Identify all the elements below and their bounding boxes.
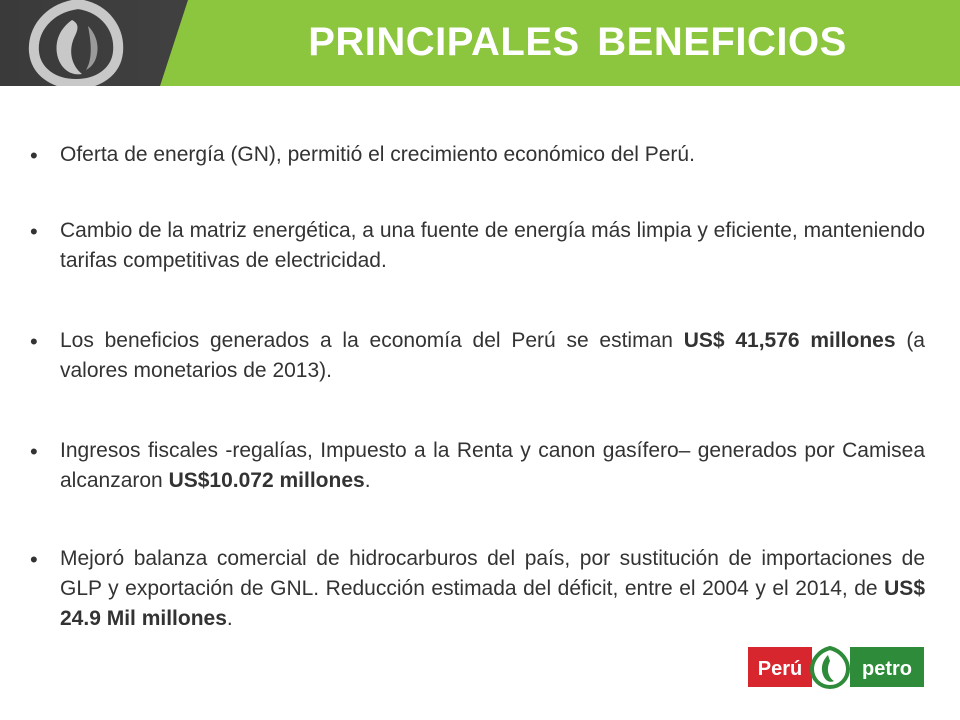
- bullet-text: [60, 140, 925, 170]
- bullet-text-bold: US$ 24.9 Mil millones: [60, 577, 925, 630]
- bullet-text-segment: .: [364, 469, 371, 492]
- bullet-text-bold: US$ 41,576 millones: [683, 329, 896, 352]
- bullet-glyph: •: [30, 329, 38, 354]
- bullet-glyph: •: [30, 143, 38, 168]
- bullet-text-segment: Los beneficios generados a la economía del Perú se estiman: [60, 329, 684, 352]
- bullet-text: [60, 436, 925, 496]
- drop-logo-icon: [18, 0, 138, 91]
- logo-left-word: Perú: [757, 658, 803, 680]
- bullet-glyph: •: [30, 219, 38, 244]
- bullet-glyph: •: [30, 547, 38, 572]
- bullet-text: [60, 216, 925, 276]
- bullet-text-segment: Ingresos fiscales -regalías, Impuesto a la Renta y canon gasífero– generados por Camisea alcanzaron: [60, 439, 925, 492]
- bullet-text: [60, 326, 925, 386]
- bullet-text-segment: Cambio de la matriz energética, a una fuente de energía más limpia y eficiente, manteniendo tarifas competitivas de electricidad.: [60, 219, 925, 272]
- bullet-text-segment: .: [226, 607, 233, 630]
- peru-petro-logo: [748, 645, 924, 689]
- bullet-text-segment: Mejoró balanza comercial de hidrocarburos del país, por sustitución de importaciones de GLP y exportación de GNL. Reducción estimada del déficit, entre el 2004 y el 2014, de: [60, 547, 925, 600]
- bullet-glyph: •: [30, 439, 38, 464]
- bullet-text: [60, 544, 925, 634]
- logo-right-word: petro: [862, 658, 912, 680]
- bullet-text-segment: (a valores monetarios de 2013).: [60, 329, 925, 382]
- page-title: PRINCIPALES BENEFICIOS: [308, 20, 847, 64]
- bullet-text-segment: Oferta de energía (GN), permitió el crecimiento económico del Perú.: [60, 143, 695, 166]
- logo-drop-icon: [812, 648, 848, 687]
- bullet-text-bold: US$10.072 millones: [168, 469, 365, 492]
